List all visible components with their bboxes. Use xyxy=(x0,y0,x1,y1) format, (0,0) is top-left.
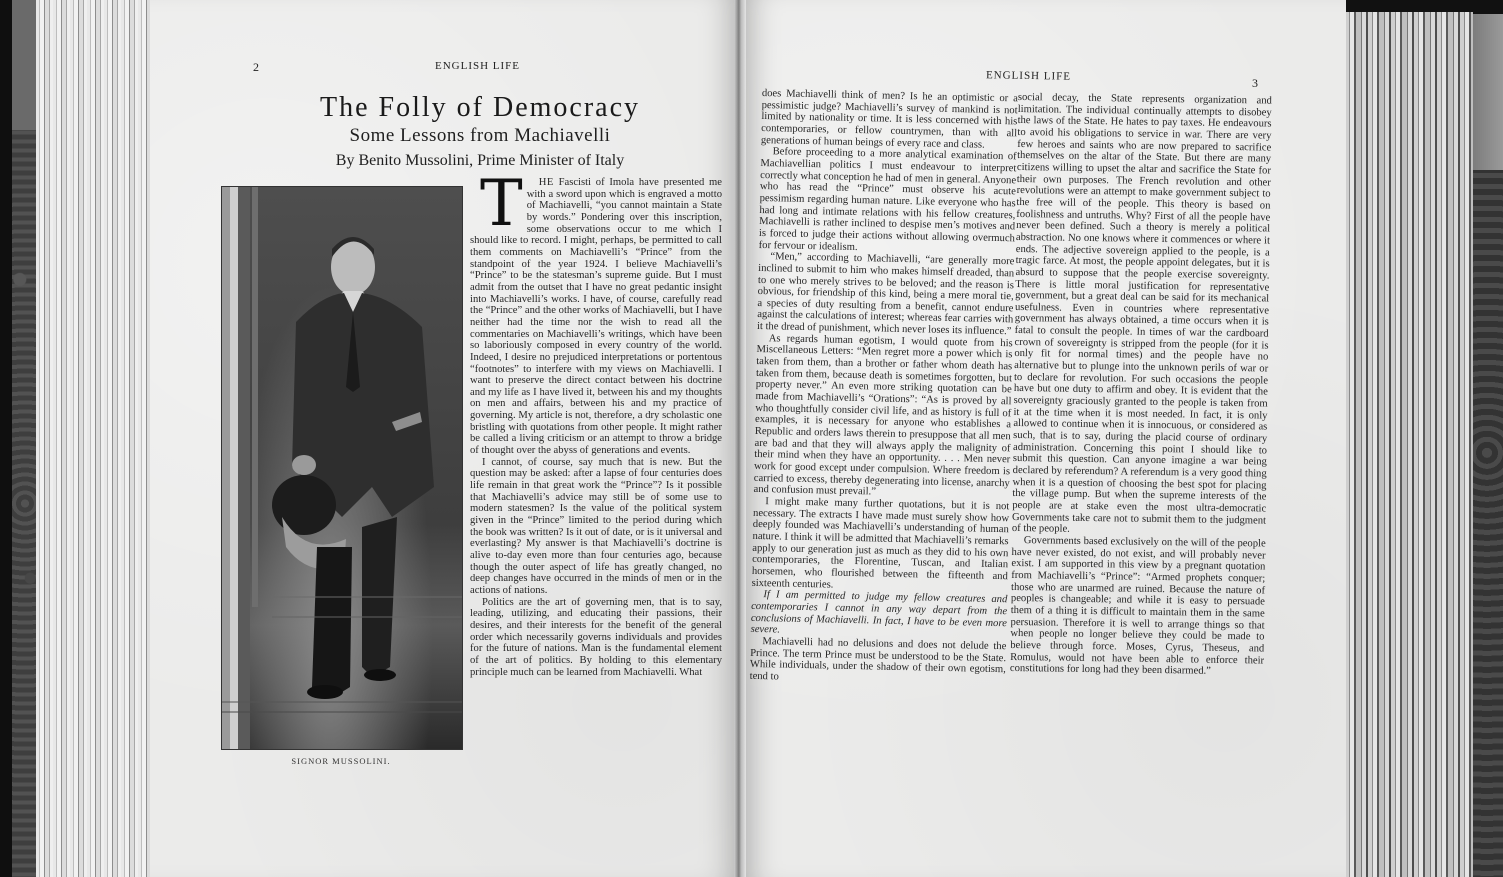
page-number-left: 2 xyxy=(253,60,259,74)
paragraph: social decay, the State represents organization and limitation. The individual continually attempts to disobey the laws of the State. He hates to pay taxes. He endeavours to avoid his obligations to service in war. There are very few heroes and saints who are now prepared to sacrifice themselves on the altar of the State. But there are many citizens willing to upset the altar and sacrifice the State for their own purposes. The French revolution and other revolutions were an attempt to make government subject to the free will of the people. This theory is based on foolishness and untruths. Why? First of all the people have never been defined. Such a theory is merely a political abstraction. No one knows where it commences or where it ends. The adjective sovereign applied to the people, is a tragic farce. At most, the people appoint delegates, but it is absurd to suppose that the people exercise sovereignty. There is little moral justification for representative government, but a great deal can be said for its mechanical usefulness. Even in countries where representative government has always obtained, a time occurs when it is fatal to consult the people. In times of war the cardboard crown of sovereignty is stripped from the people (for it is only fit for normal times) and the people have no alternative but to plunge into the unknown perils of war or to declare for revolution. For such occasions the people have but one duty to affirm and obey. It is evident that the sovereignty graciously granted to the people is taken from it at the time when it is most needed. In fact, it is only allowed to continue when it is innocuous, or considered as such, that is to say, during the placid course of ordinary administration. Concerning this point I should like to submit this question. Can anyone imagine a war being declared by referendum? A referendum is a very good thing when it is a question of choosing the best spot for placing the village pump. But when the supreme interests of the people are at stake even the most ultra-democratic Governments take care not to submit them to the judgment of the people. xyxy=(1011,92,1272,536)
page-edges-right xyxy=(1345,12,1473,877)
article-column-1 xyxy=(470,167,722,678)
paragraph: Before proceeding to a more analytical examination of Machiavellian politics I must endeavour to interpret correctly what conception he had of men in general. Anyone who has read the “Prince” must observe his acute pessimism regarding human nature. Like everyone who has had long and intimate relations with his fellow creatures, Machiavelli is rather inclined to despise men’s motives and is forced to judge their actions without allowing overmuch for fervour or idealism. xyxy=(758,146,1017,253)
opening-caps: HE xyxy=(538,177,554,188)
running-head-left: ENGLISH LIFE xyxy=(435,60,521,72)
paragraph: I might make many further quotations, but it is not necessary. The extracts I have made must surely show how deeply founded was Machiavelli’s understanding of human nature. I think it will be admitted that Machiavelli’s remarks apply to our generation just as much as they did to his own contemporaries, the Florentine, Tuscan, and Italian horsemen, who flourished between the fifteenth and sixteenth centuries. xyxy=(751,496,1010,591)
book-gutter xyxy=(734,0,746,877)
italic-paragraph: If I am permitted to judge my fellow creatures and contemporaries I cannot in any way depart from the conclusions of Machiavelli. In fact, I have to be even more severe. xyxy=(750,589,1008,636)
portrait-photo xyxy=(221,186,463,750)
paragraph: Governments based exclusively on the will of the people have never existed, do not exist, and will probably never exist. I am supported in this view by a pregnant quotation from Machiavelli’s “Prince”: “Armed prophets conquer; those who are unarmed are ruined. Because the nature of peoples is changeable; and while it is easy to persuade them of a thing it is difficult to maintain them in the same persuasion. Therefore it is well to arrange things so that when people no longer believe they could be made to believe through force. Moses, Cyrus, Theseus, and Romulus, would not have been able to enforce their constitutions for long had they been disarmed.” xyxy=(1009,535,1266,677)
marbled-board-right xyxy=(1471,170,1503,877)
drop-cap: T xyxy=(480,167,523,241)
paragraph: As regards human egotism, I would quote from his Miscellaneous Letters: “Men regret more a power which is taken from them, than a brother or father whom death has taken from them, because death is sometimes forgotten, but property never.” An even more striking quotation can be made from Machiavelli’s “Orations”: “As is proved by all who thoughtfully consider civil life, and as history is full of examples, it is necessary for anyone who establishes a Republic and orders laws therein to presuppose that all men are bad and that they will always apply the malignity of their mind when they have an opportunity. . . . Men never work for good except under compulsion. Where freedom is carried to excess, thereby degenerating into license, anarchy and confusion must prevail.” xyxy=(753,332,1013,498)
paragraph: Politics are the art of governing men, that is to say, leading, utilizing, and educating their passions, their desires, and their interests for the benefit of the general order which necessarily governs individuals and provides for the future of nations. Man is the fundamental element of the art of politics. By holding to this elementary principle much can be learned from Machiavelli. What xyxy=(470,596,722,678)
article-title: The Folly of Democracy xyxy=(319,92,641,123)
article-column-3 xyxy=(1010,92,1272,678)
article-subtitle: Some Lessons from Machiavelli xyxy=(349,125,611,146)
opening-paragraph xyxy=(470,167,722,457)
article-byline: By Benito Mussolini, Prime Minister of Italy xyxy=(335,152,625,169)
paragraph: Machiavelli had no delusions and does not delude the Prince. The term Prince must be understood to be the State. While individuals, under the shadow of their own egotism, tend to xyxy=(749,635,1007,683)
page-number-right: 3 xyxy=(1252,76,1258,90)
page-edges-left xyxy=(36,0,150,877)
portrait-figure xyxy=(222,187,462,749)
photo-caption: SIGNOR MUSSOLINI. xyxy=(291,756,391,766)
marbled-board-left xyxy=(12,130,38,877)
paragraph: I cannot, of course, say much that is new. But the question may be asked: after a lapse of four centuries does life remain in that great work the “Prince”? Is it possible that Machiavelli’s advice may still be of some use to modern statesmen? Is the value of the political system given in the “Prince” limited to the period during which the book was written? Is it out of date, or is it universal and everlasting? My answer is that Machiavelli’s doctrine is alive to-day even more than four centuries ago, because though the outer aspect of life has greatly changed, no deep changes have occurred in the minds of men or in the actions of nations. xyxy=(470,456,722,596)
article-column-2 xyxy=(750,88,1018,688)
paragraph-text: Fascisti of Imola have presented me with a sword upon which is engraved a motto of Machiavelli, “you cannot maintain a State by words.” Pondering over this inscription, some observations occur to me which I should like to record. I might, perhaps, be permitted to call them comments on Machiavelli’s “Prince” from the standpoint of the year 1924. I believe Machiavelli’s “Prince” to be the statesman’s supreme guide. But I must admit from the outset that I have no great pedantic insight into Machiavelli’s works. I have, of course, carefully read the “Prince” and the other works of Machiavelli, but I have neither had the time nor the wish to read all the commentaries on Machiavelli’s writings, which have been so laboriously composed in every country of the world. Indeed, I desire no prejudiced interpretations or portentous “footnotes” to interfere with my views on Machiavelli. I want to preserve the direct contact between his doctrine and my life as I have lived it, between his and my thoughts on men and affairs, between his and my practice of governing. My article is not, therefore, a dry scholastic one bristling with quotations from other people. It might rather be called a living criticism or an attempt to throw a bridge of thought over the abyss of generations and events. xyxy=(470,177,722,457)
running-head-right: ENGLISH LIFE xyxy=(985,69,1072,83)
paragraph: “Men,” according to Machiavelli, “are generally more inclined to submit to him who makes himself dreaded, than to one who merely strives to be beloved; and the reason is obvious, for friendship of this kind, being a mere moral tie, a species of duty resulting from a benefit, cannot endure against the calculations of interest; whereas fear carries with it the dread of punishment, which never loses its influence.” xyxy=(756,251,1015,338)
paragraph: does Machiavelli think of men? Is he an optimistic or a pessimistic judge? Machiavelli’s survey of mankind is not limited by nationality or time. It is less concerned with his contemporaries, or fellow countrymen, than with all generations of human beings of every race and class. xyxy=(760,88,1018,151)
